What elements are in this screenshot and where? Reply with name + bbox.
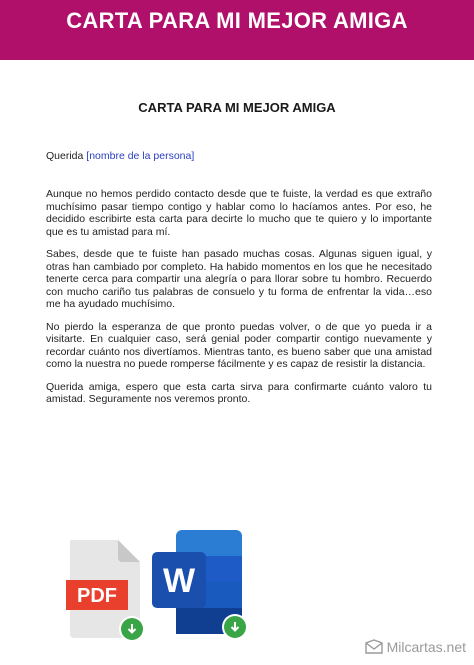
download-arrow-icon: [121, 618, 143, 640]
word-download-button[interactable]: [152, 530, 246, 638]
document-title: CARTA PARA MI MEJOR AMIGA: [138, 100, 336, 115]
brand-name: Milcartas.net: [386, 639, 466, 655]
recipient-placeholder: [nombre de la persona]: [86, 150, 195, 162]
greeting-word: Querida: [46, 150, 84, 162]
document-page: [0, 60, 474, 665]
brand-watermark: [365, 639, 466, 655]
greeting-line: [46, 150, 194, 162]
paragraph-2: Sabes, desde que te fuiste han pasado muchas cosas. Algunas siguen igual, y otras han cambiado por completo. Ha habido momentos en los que he necesitado tenerte cerca para compartir una alegría o para llorar sobre tu hombro. Recuerdo con mucho cariño tus palabras de consuelo y tu forma de enfrentar la vida…eso me ha ayudado muchísimo.: [46, 248, 432, 310]
banner-title: CARTA PARA MI MEJOR AMIGA: [66, 8, 408, 33]
letter-body: [46, 188, 432, 416]
download-arrow-icon: [224, 616, 246, 638]
pdf-label: PDF: [77, 585, 117, 607]
envelope-icon: [365, 639, 383, 655]
header-banner: [0, 0, 474, 60]
paragraph-1: Aunque no hemos perdido contacto desde que te fuiste, la verdad es que extraño muchísimo pasar tiempo contigo y hablar como lo hacíamos antes. Por eso, he decidido escribirte esta carta para decirte lo mucho que te quiero y lo importante que es tu amistad para mí.: [46, 188, 432, 238]
paragraph-4: Querida amiga, espero que esta carta sirva para confirmarte cuánto valoro tu amistad. Seguramente nos veremos pronto.: [46, 380, 432, 405]
pdf-download-button[interactable]: [66, 540, 144, 638]
word-label: W: [162, 562, 196, 600]
download-icons: [56, 528, 256, 648]
paragraph-3: No pierdo la esperanza de que pronto puedas volver, o de que yo pueda ir a visitarte. En cualquier caso, será genial poder compartir contigo nuevamente y recordar cuánto nos divertíamos. Mientras tanto, es bueno saber que una amistad como la nuestra no puede romperse fácilmente y es capaz de resistir la distancia.: [46, 320, 432, 370]
